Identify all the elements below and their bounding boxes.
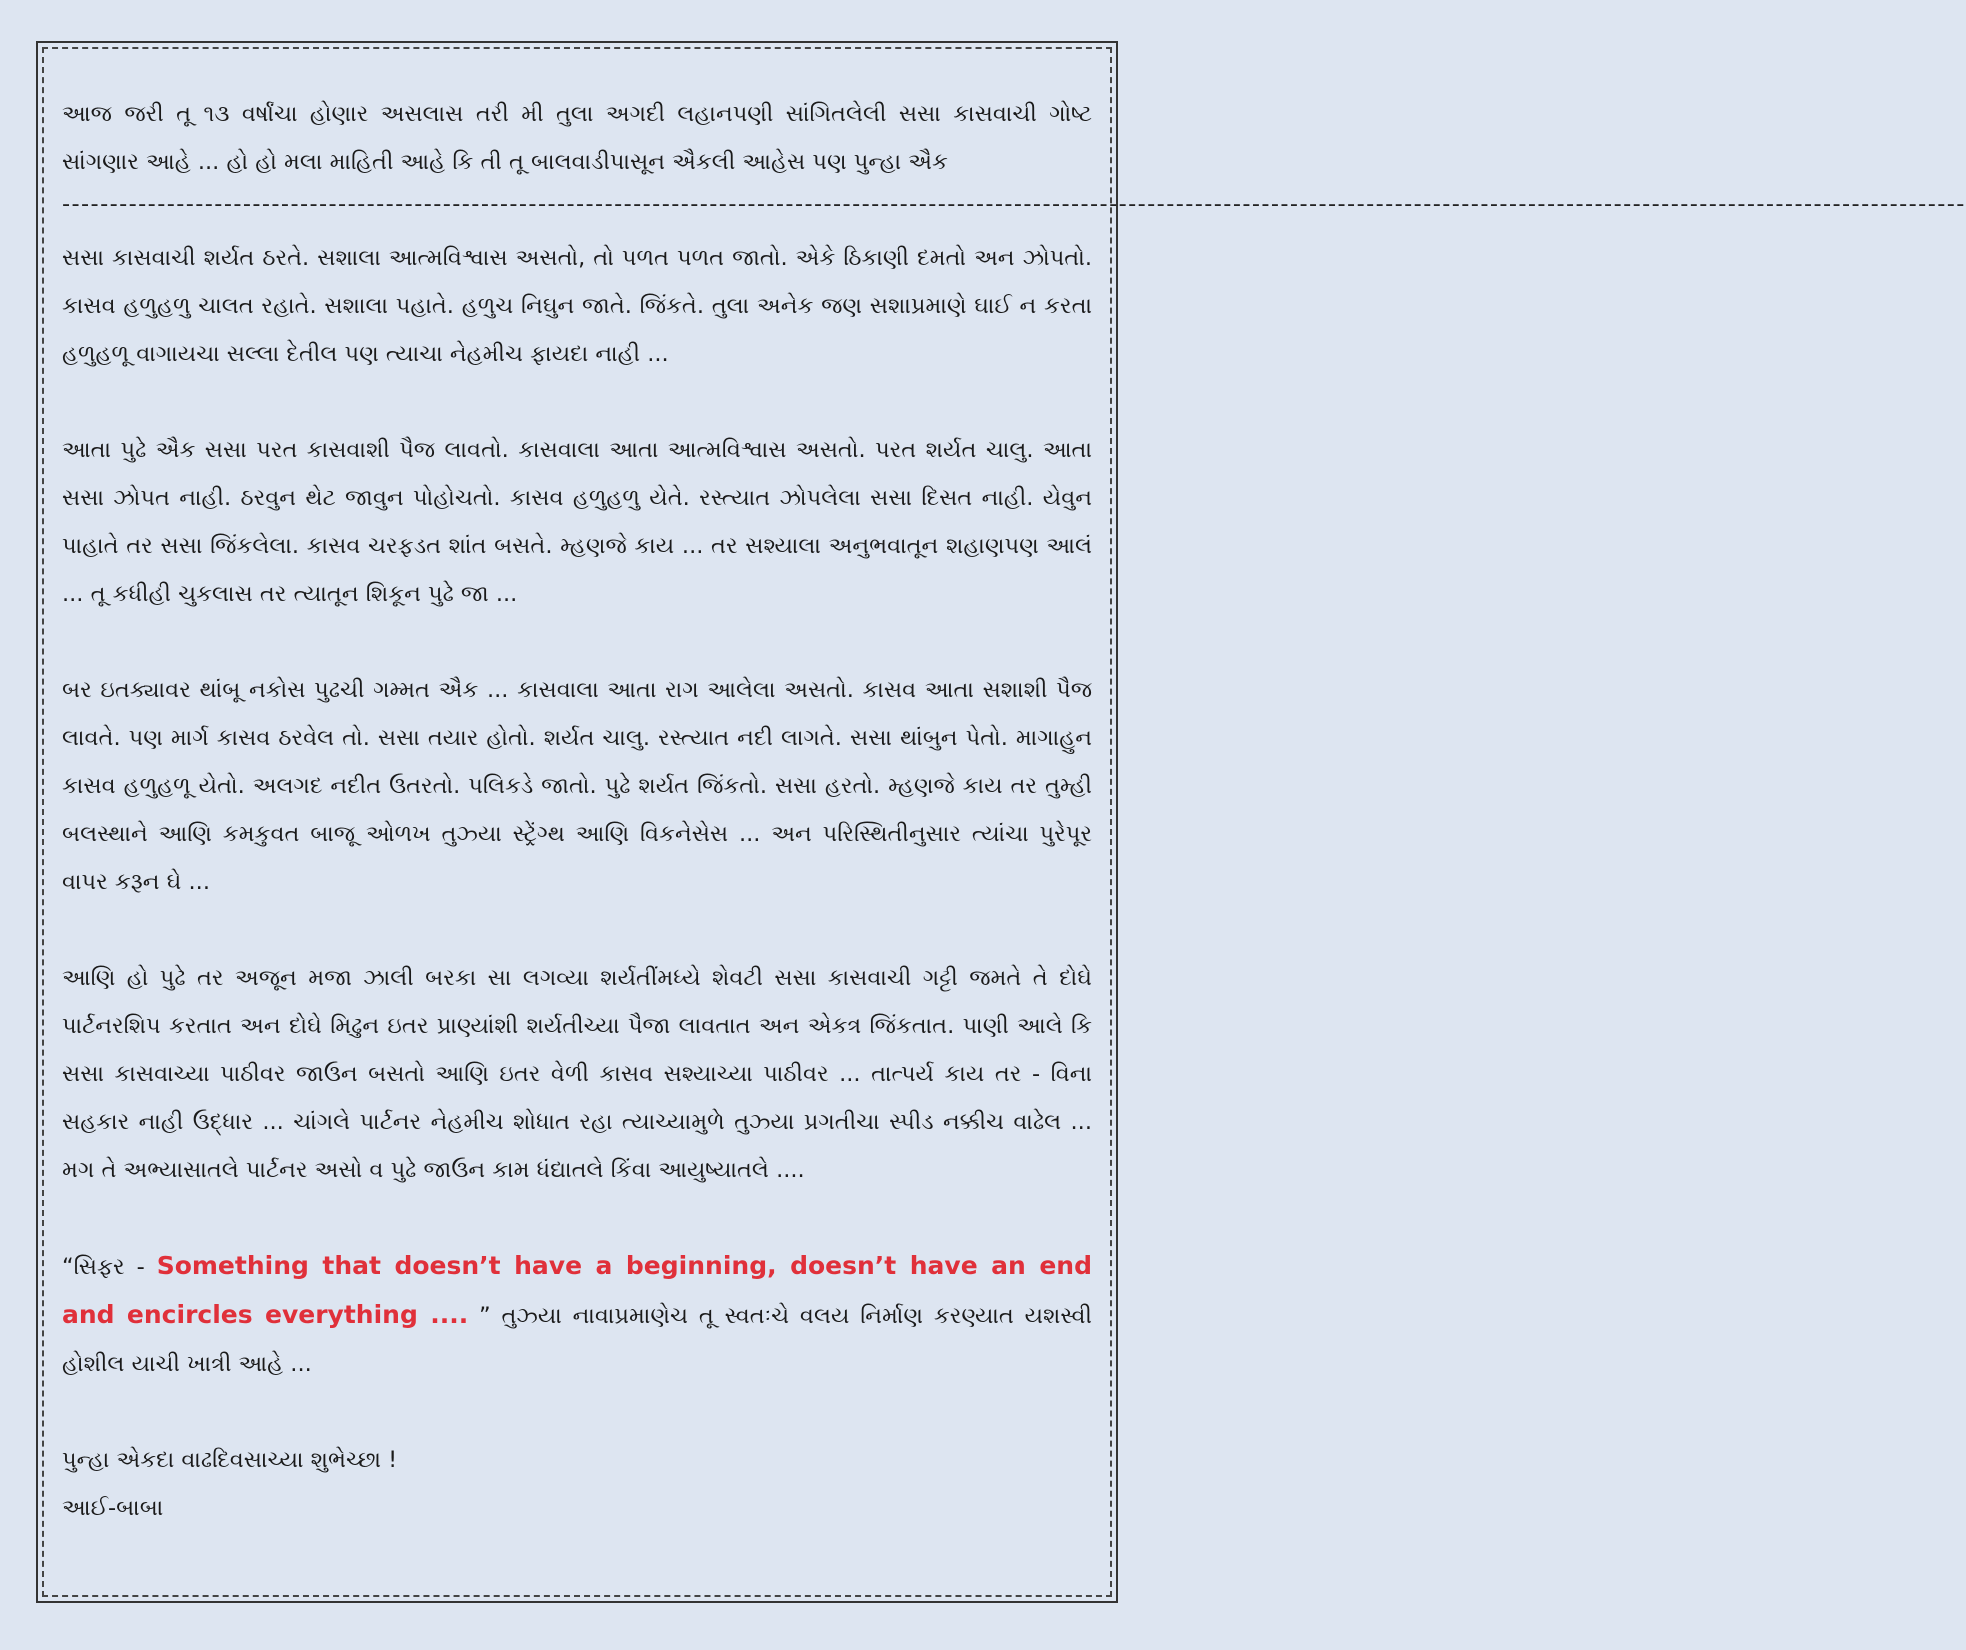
letter-body	[62, 90, 1966, 1532]
paragraph-1: સસા કાસવાચી શર્યત ઠરતે. સશાલા આત્મવિશ્વાસ અસતો, તો પળત પળત જાતો. એકે ઠિકાણી દમતો અન ઝોપતો. કાસવ હળુહળુ ચાલત રહાતે. સશાલા પહાતે. હળુચ નિઘુન જાતે. જિંકતે. તુલા અનેક જણ સશાપ્રમાણે ઘાઈ ન કરતા હળુહળૂ વાગાયચા સલ્લા દેતીલ પણ ત્યાચા નેહમીચ ફાયદા નાહી ...	[62, 245, 1092, 367]
intro-paragraph: આજ જરી તૂ ૧૩ વર્ષાંચા હોણાર અસલાસ તરી મી તુલા અગદી લહાનપણી સાંગિતલેલી સસા કાસવાચી ગોષ્ટ સાંગણાર આહે ... હો હો મલા માહિતી આહે કિ તી તૂ બાલવાડીપાસૂન ઐકલી આહેસ પણ પુન્હા ઐક	[62, 101, 1092, 175]
signature: આઈ-બાબા	[62, 1495, 164, 1521]
dashed-divider: --------------------------------------------------------------------------------------------------------------------------------------------------------------------------------------------------------	[62, 191, 1966, 217]
quote-paragraph	[62, 1242, 1092, 1388]
quote-english: Something that doesn’t have a beginning, doesn’t have an end and encircles everything ....	[62, 1251, 1092, 1329]
quote-rest: ” તુઝ્યા નાવાપ્રમાણેચ તૂ સ્વતઃચે વલય નિર્માણ કરણ્યાત યશસ્વી હોશીલ યાચી ખાત્રી આહે ...	[62, 1303, 1092, 1377]
paragraph-4: આણિ હો પુઢે તર અજૂન મજા ઝાલી બરકા સા લગવ્યા શર્યતીંમધ્યે શેવટી સસા કાસવાચી ગટ્ટી જમતે તે દોઘે પાર્ટનરશિપ કરતાત અન દોઘે મિઢુન ઇતર પ્રાણ્યાંશી શર્યતીચ્યા પૈજા લાવતાત અન એકત્ર જિંકતાત. પાણી આલે કિ સસા કાસવાચ્યા પાઠીવર જાઉન બસતો આણિ ઇતર વેળી કાસવ સશ્યાચ્યા પાઠીવર ... તાત્પર્ય કાય તર - વિના સહકાર નાહી ઉદ્ધાર ... ચાંગલે પાર્ટનર નેહમીચ શોધાત રહા ત્યાચ્યામુળે તુઝ્યા પ્રગતીચા સ્પીડ નક્કીચ વાઢેલ ... મગ તે અભ્યાસાતલે પાર્ટનર અસો વ પુઢે જાઉન કામ ધંદ્યાતલે કિંવા આયુષ્યાતલે ....	[62, 965, 1092, 1183]
paragraph-3: બર ઇતક્યાવર થાંબૂ નકોસ પુઢચી ગમ્મત ઐક ... કાસવાલા આતા રાગ આલેલા અસતો. કાસવ આતા સશાશી પૈજ લાવતે. પણ માર્ગ કાસવ ઠરવેલ તો. સસા તયાર હોતો. શર્યત ચાલુ. રસ્ત્યાત નદી લાગતે. સસા થાંબુન પેતો. માગાહુન કાસવ હળુહળૂ યેતો. અલગદ નદીત ઉતરતો. પલિકડે જાતો. પુઢે શર્યત જિંકતો. સસા હરતો. મ્હણજે કાય તર તુમ્હી બલસ્થાને આણિ કમકુવત બાજૂ ઓળખ તુઝ્યા સ્ટ્રેંગ્થ આણિ વિકનેસેસ ... અન પરિસ્થિતીનુસાર ત્યાંચા પુરેપૂર વાપર કરૂન ઘે ...	[62, 677, 1092, 895]
quote-open: “સિફર -	[62, 1254, 157, 1280]
birthday-wish: પુન્હા એકદા વાઢદિવસાચ્યા શુભેચ્છા !	[62, 1447, 398, 1473]
paragraph-2: આતા પુઢે ઐક સસા પરત કાસવાશી પૈજ લાવતો. કાસવાલા આતા આત્મવિશ્વાસ અસતો. પરત શર્યત ચાલુ. આતા સસા ઝોપત નાહી. ઠરવુન થેટ જાવુન પોહોચતો. કાસવ હળુહળુ યેતે. રસ્ત્યાત ઝોપલેલા સસા દિસત નાહી. યેવુન પાહાતે તર સસા જિંકલેલા. કાસવ ચરફડત શાંત બસતે. મ્હણજે કાય ... તર સશ્યાલા અનુભવાતૂન શહાણપણ આલં ... તૂ કધીહી ચુકલાસ તર ત્યાતૂન શિકૂન પુઢે જા ...	[62, 437, 1092, 607]
